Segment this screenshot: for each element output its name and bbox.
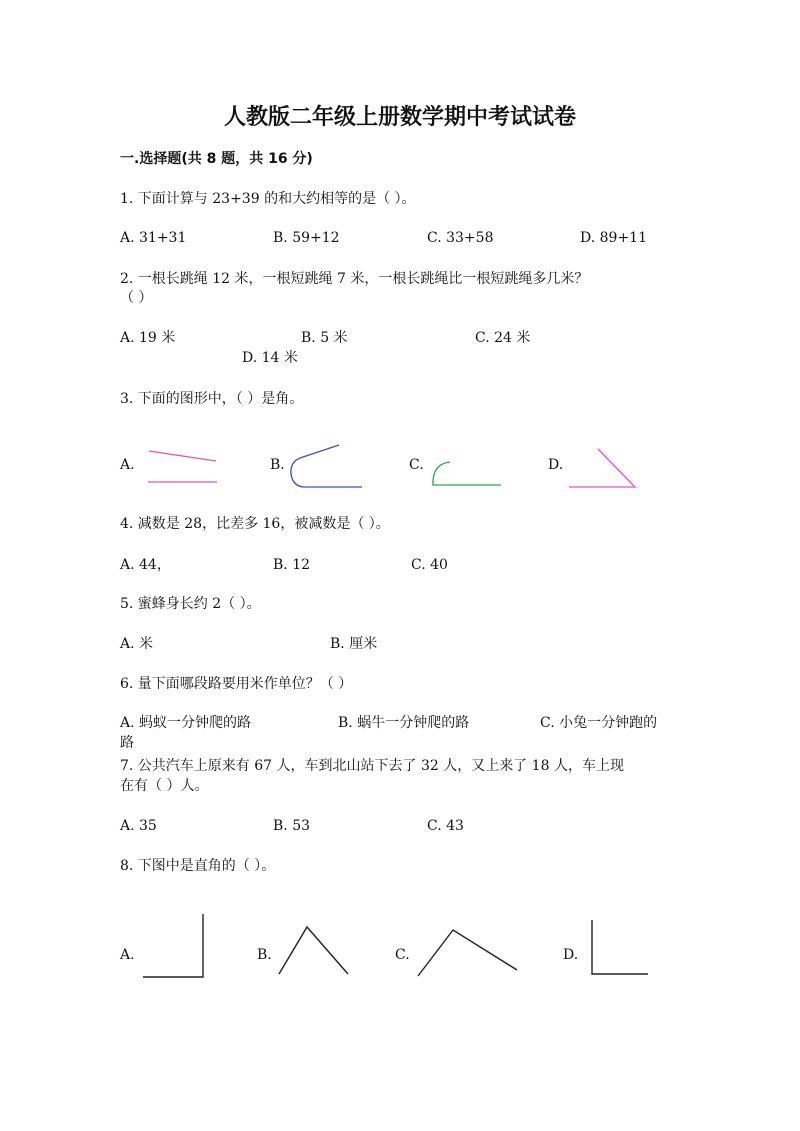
question-4-option-c[interactable]: C. 40: [411, 557, 448, 573]
question-5-stem: 5. 蜜蜂身长约 2（ ）。: [120, 596, 261, 612]
question-1-stem: 1. 下面计算与 23+39 的和大约相等的是（ ）。: [120, 191, 416, 207]
question-7-stem: 7. 公共汽车上原来有 67 人，车到北山站下去了 32 人，又上来了 18 人，车上现: [120, 758, 624, 774]
figure-d-right-angle: [592, 920, 648, 974]
question-1-option-a[interactable]: A. 31+31: [120, 230, 187, 246]
figure-c-obtuse-angle: [418, 930, 517, 976]
question-8-option-d[interactable]: D.: [563, 947, 579, 963]
question-3-option-c[interactable]: C.: [409, 457, 424, 473]
question-6-option-c[interactable]: C. 小兔一分钟跑的: [540, 715, 658, 731]
figure-b-acute-angle: [279, 927, 348, 974]
question-4-option-b[interactable]: B. 12: [273, 557, 311, 573]
question-8-option-a[interactable]: A.: [120, 947, 135, 963]
question-4-stem: 4. 减数是 28，比差多 16，被减数是（ ）。: [120, 516, 390, 532]
question-8-stem: 8. 下图中是直角的（ ）。: [120, 858, 276, 874]
question-6-option-a[interactable]: A. 蚂蚁一分钟爬的路: [120, 715, 252, 731]
question-3-option-a[interactable]: A.: [120, 457, 135, 473]
question-1-option-d[interactable]: D. 89+11: [580, 230, 647, 246]
question-6-option-b[interactable]: B. 蜗牛一分钟爬的路: [338, 715, 470, 731]
question-3-stem: 3. 下面的图形中，（ ）是角。: [120, 391, 304, 407]
question-7-option-a[interactable]: A. 35: [120, 818, 157, 834]
question-2-option-b[interactable]: B. 5 米: [301, 330, 348, 346]
question-2-option-c[interactable]: C. 24 米: [475, 330, 531, 346]
question-8-option-c[interactable]: C.: [395, 947, 410, 963]
figure-a-right-angle: [143, 914, 203, 977]
question-5-option-b[interactable]: B. 厘米: [330, 636, 378, 652]
question-2-option-d[interactable]: D. 14 米: [242, 350, 298, 366]
section-heading: 一.选择题(共 8 题，共 16 分): [120, 151, 313, 167]
question-7-option-c[interactable]: C. 43: [427, 818, 464, 834]
question-6-option-c-wrap: 路: [120, 735, 134, 751]
question-5-option-a[interactable]: A. 米: [120, 636, 154, 652]
question-7-stem-line2: 在有（ ）人。: [120, 778, 209, 794]
question-2-stem-blank: （ ）: [120, 290, 153, 306]
question-6-stem: 6. 量下面哪段路要用米作单位？（ ）: [120, 676, 353, 692]
question-7-option-b[interactable]: B. 53: [273, 818, 311, 834]
question-1-option-c[interactable]: C. 33+58: [427, 230, 494, 246]
page-title: 人教版二年级上册数学期中考试试卷: [223, 105, 576, 130]
question-1-option-b[interactable]: B. 59+12: [273, 230, 340, 246]
question-3-option-b[interactable]: B.: [270, 457, 285, 473]
question-3-option-d[interactable]: D.: [548, 457, 564, 473]
question-2-stem: 2. 一根长跳绳 12 米，一根短跳绳 7 米，一根长跳绳比一根短跳绳多几米？: [120, 271, 589, 287]
question-8-option-b[interactable]: B.: [257, 947, 272, 963]
question-2-option-a[interactable]: A. 19 米: [120, 330, 176, 346]
question-4-option-a[interactable]: A. 44，: [120, 557, 171, 573]
